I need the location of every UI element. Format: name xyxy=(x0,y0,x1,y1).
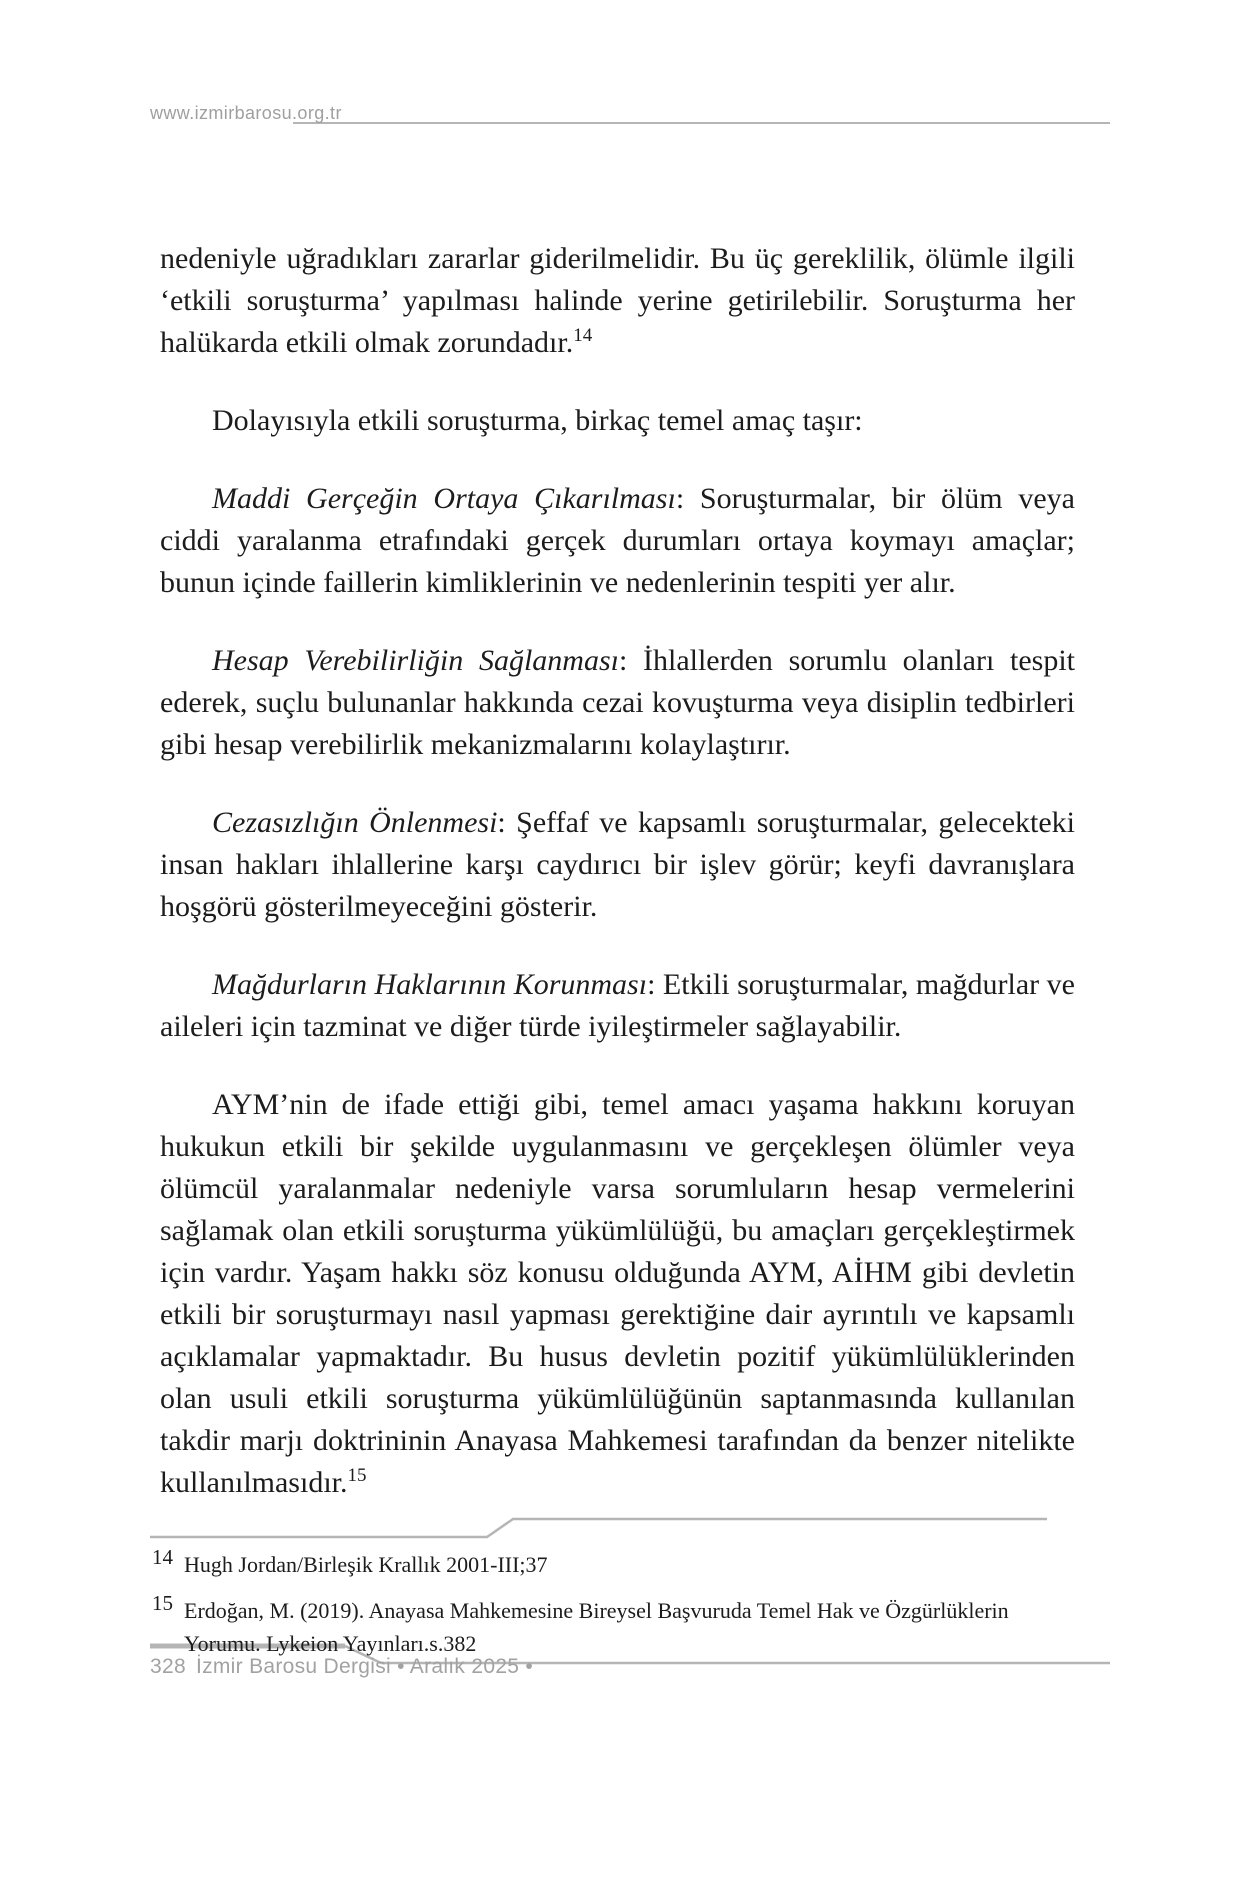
footnote-ref-14: 14 xyxy=(573,325,593,346)
page-footer xyxy=(150,1655,1110,1679)
site-url: www.izmirbarosu.org.tr xyxy=(150,103,342,123)
footnote-15-number: 15 xyxy=(152,1591,173,1615)
footnote-ref-15: 15 xyxy=(347,1465,367,1486)
paragraph-3-text: : Soruşturmalar, bir ölüm veya ciddi yaralanma etrafındaki gerçek durumları ortaya koymayı amaçlar; bunun içinde faillerin kimliklerinin ve nedenlerinin tespiti yer alır. xyxy=(160,482,1075,599)
paragraph-1 xyxy=(160,238,1075,364)
paragraph-5-lead: Cezasızlığın Önlenmesi xyxy=(212,806,498,839)
paragraph-4-lead: Hesap Verebilirliğin Sağlanması xyxy=(212,644,619,677)
paragraph-1-text: nedeniyle uğradıkları zararlar giderilmelidir. Bu üç gereklilik, ölümle ilgili ‘etkili soruşturma’ yapılması halinde yerine getirilebilir. Soruşturma her halükarda etkili olmak zorundadır. xyxy=(160,242,1075,359)
footnote-14-number: 14 xyxy=(152,1545,173,1569)
paragraph-5 xyxy=(160,802,1075,928)
footnote-15-text: Erdoğan, M. (2019). Anayasa Mahkemesine Bireysel Başvuruda Temel Hak ve Özgürlüklerin Yorumu. Lykeion Yayınları.s.382 xyxy=(184,1598,1009,1656)
paragraph-6-text: : Etkili soruşturmalar, mağdurlar ve aileleri için tazminat ve diğer türde iyileştirmeler sağlayabilir. xyxy=(160,968,1076,1043)
paragraph-7 xyxy=(160,1084,1075,1504)
paragraph-4-text: : İhlallerden sorumlu olanları tespit ederek, suçlu bulunanlar hakkında cezai kovuşturma veya disiplin tedbirleri gibi hesap verebilirlik mekanizmalarını kolaylaştırır. xyxy=(160,644,1075,761)
article-body xyxy=(160,238,1075,1540)
paragraph-3 xyxy=(160,478,1075,604)
footnote-14 xyxy=(152,1545,1087,1581)
journal-title: İzmir Barosu Dergisi • Aralık 2025 • xyxy=(195,1655,534,1678)
page-header xyxy=(150,103,1110,133)
paragraph-7-text: AYM’nin de ifade ettiği gibi, temel amacı yaşama hakkını koruyan hukukun etkili bir şekilde uygulanmasını ve gerçekleşen ölümler veya ölümcül yaralanmalar nedeniyle varsa sorumluların hesap vermelerini sağlamak olan etkili soruşturma yükümlülüğü, bu amaçları gerçekleştirmek için vardır. Yaşam hakkı söz konusu olduğunda AYM, AİHM gibi devletin etkili bir soruşturmayı nasıl yapması gerektiğine dair ayrıntılı ve kapsamlı açıklamalar yapmaktadır. Bu husus devletin pozitif yükümlülüklerinden olan usuli etkili soruşturma yükümlülüğünün saptanmasında kullanılan takdir marjı doktrininin Anayasa Mahkemesi tarafından da benzer nitelikte kullanılmasıdır. xyxy=(160,1088,1075,1499)
paragraph-6-lead: Mağdurların Haklarının Korunması xyxy=(212,968,648,1001)
paragraph-2-text: Dolayısıyla etkili soruşturma, birkaç temel amaç taşır: xyxy=(212,404,863,437)
paragraph-4 xyxy=(160,640,1075,766)
paragraph-6 xyxy=(160,964,1075,1048)
page-number: 328 xyxy=(150,1655,186,1678)
paragraph-3-lead: Maddi Gerçeğin Ortaya Çıkarılması xyxy=(212,482,676,515)
paragraph-2 xyxy=(160,400,1075,442)
footnote-14-text: Hugh Jordan/Birleşik Krallık 2001-III;37 xyxy=(184,1552,548,1577)
footnote-15 xyxy=(152,1591,1087,1660)
paragraph-5-text: : Şeffaf ve kapsamlı soruşturmalar, gelecekteki insan hakları ihlallerine karşı caydırıcı bir işlev görür; keyfi davranışlara hoşgörü gösterilmeyeceğini gösterir. xyxy=(160,806,1075,923)
